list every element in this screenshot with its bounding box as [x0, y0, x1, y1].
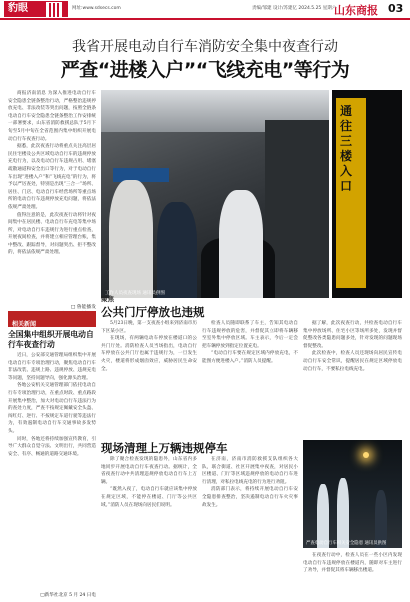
story3-col [101, 456, 197, 590]
story2-paragraph: 5月23日晚，第一支夜查小组来到济南市历下区某小区。 [101, 321, 197, 334]
story3-paragraph: “既然入夜了，电动自行车就应该集中停放在规定区域，不能停在楼道、门厅等公共区域。”消防人员在现场向居民们说明。 [101, 487, 197, 508]
story2-paragraph: 据了解，此次夜查行动，共检查电动自行车集中停放场所、住宅小区等场所多处，发现并督促整改各类隐患问题多处，针对发现的问题现场督促整改。 [303, 321, 402, 349]
news-paragraph: 同时，各地还将持续加强宣传教育，引导广大群众自觉守法、文明出行，共同营造安全、有序、畅通的道路交通环境。 [8, 436, 96, 457]
side-photo-text: 通往三楼入口 [340, 104, 353, 193]
photo-caption: 严查电动自行车相关安全隐患 通讯员供图 [306, 541, 387, 546]
site-url: 网址:www.sdsecs.com [72, 6, 121, 11]
story3-col [303, 552, 402, 592]
brand-name: 山东商报 [334, 4, 378, 17]
photo-lamp [363, 452, 369, 458]
story2-paragraph: 检查人员随即联系了车主，告知其电动自行车违规停放的危害，并督促其立即将车辆移至室外集中停放区域。车主表示，今后一定会把车辆停放到指定位置充电。 [202, 321, 298, 349]
story2-paragraph: 此次检查中，检查人员还现场向居民宣传电动自行车安全常识，提醒居民在规定区域停放电动自行车，不要私拉电线充电。 [303, 351, 402, 372]
page-meta: 责编/邹建 设计/苏建亿 2024.5.25 星期六 [252, 6, 337, 11]
news-title: 全国集中组织开展电动自行车夜查行动 [8, 330, 94, 349]
story3-paragraph: 在济南，济南市消防救援支队组织各大队，联合街道、社区开展集中夜查，对居民小区楼道、门厅等区域违规停放的电动自行车进行清理，对私拉电线充电的行为进行劝阻。 [202, 457, 298, 485]
lead-paragraph: 商报济南消息 为深入推进电动自行车安全隐患全链条整治行动，严格整治违规停放充电、非法改装等突出问题，按照全链条电动自行车安全隐患全链条整治工作安排统一部署要求，山东省消防救援总队于5月下旬至5月中旬在全省范围内集中组织开展电动自行车夜查行动。 [8, 91, 96, 142]
story2-paragraph: “电动自行车要在规定区域内停放充电，不能图方便进楼入户。”消防人员提醒。 [202, 351, 298, 364]
story2-col [101, 320, 197, 440]
lead-article [8, 90, 96, 300]
story3-paragraph: 在夜查行动中，检查人员在一些小区内发现电动自行车违规停放在楼道内，随即对车主进行了劝导，并督促其将车辆移出楼道。 [303, 553, 402, 574]
photo-person [157, 202, 197, 298]
news-paragraph: 各地公安机关交通管理部门依托电动自行车专项治理行动，在重点时段、重点路段开展集中整治，加大对电动自行车违法行为的查处力度，严查不按规定佩戴安全头盔、闯红灯、逆行、不按规定车道行驶等违法行为，有效遏制电动自行车交通事故多发势头。 [8, 383, 96, 434]
section-label [8, 311, 96, 327]
masthead [0, 0, 410, 18]
photo-sign [113, 168, 169, 182]
photo-caption: 工作人员夜查现场 通讯员供图 [105, 291, 165, 296]
story2-paragraph: 在现场，有两辆电动车停放在楼道口的公共门厅处。消防检查人员当场指出，电动自行车停放在公共门厅也属于违规行为，一旦发生火灾，楼道将形成烟囱效应，威胁居民生命安全。 [101, 336, 197, 372]
story2-col [303, 320, 402, 440]
story3-paragraph: 除了聚合检查发现的隐患外，山东省内多地同步开展电动自行车夜查行动。据统计，全省夜查行动中共清理违规停放电动自行车上万辆。 [101, 457, 197, 485]
side-photo [332, 90, 402, 298]
news-body [8, 352, 96, 590]
header-rule [0, 18, 410, 20]
section-label-text: 相关新闻 [12, 321, 37, 328]
story3-paragraph: 消防部门表示，将持续开展电动自行车安全隐患排查整治，坚决遏制电动自行车火灾事故发生。 [202, 487, 298, 508]
story2-col [202, 320, 298, 440]
lead-credit-line: □ 鲁能播发 [70, 305, 96, 310]
lead-paragraph: 值得注意的是，此次夜查行动将针对夜间集中在居民楼、电动自行车充电等集中场所，对电动自行车违规行为进行重点检查，开展夜间检查，并将建立相应管理台账，集中整改、跟踪督导，对问题突出、拒不整改的，将依法依规严肃处理。 [8, 212, 96, 256]
qr-code-icon [46, 2, 62, 18]
lead-paragraph: 据悉，此次夜查行动将重点关注高层居民住宅楼及公共区域电动自行车的违规停放充电行为，以及电动自行车违规占用、堵塞疏散通道和安全出口等行为，对于电动自行车出现“进楼入户”和“飞线充电”的行为，将予以严厉查处，特别是出现“三合一”场所、居住、门店、电动自行车经营场所等重点场所的电动自行车违规停放充电问题，将依法依规严肃处理。 [8, 144, 96, 210]
story2-title: 公共门厅停放也违规 [101, 305, 205, 319]
page-number: 03 [388, 2, 404, 15]
photo-person [317, 484, 329, 548]
story3-title: 现场清理上万辆违规停车 [101, 441, 228, 455]
news-credit: □新华社北京 5 月 24 日电 [40, 593, 96, 598]
photo-person [109, 180, 153, 298]
news-paragraph: 近日，公安部交通管理局组织集中开展电动自行车专项治理行动，聚焦电动自行车非法改装、违规上路、违规停放、违规充电等问题，坚持问题导向，强化源头治理。 [8, 353, 96, 381]
story3-col [202, 456, 298, 590]
kicker: 我省开展电动自行车消防安全集中夜查行动 [72, 39, 338, 55]
headline: 严查“进楼入户”“飞线充电”等行为 [60, 59, 350, 81]
story-label: 聚焦 [101, 295, 114, 303]
photo-person [337, 478, 349, 548]
logo: 豹眼 [4, 1, 68, 17]
night-photo [303, 440, 402, 548]
lead-photo [101, 90, 329, 298]
photo-person [219, 190, 263, 298]
